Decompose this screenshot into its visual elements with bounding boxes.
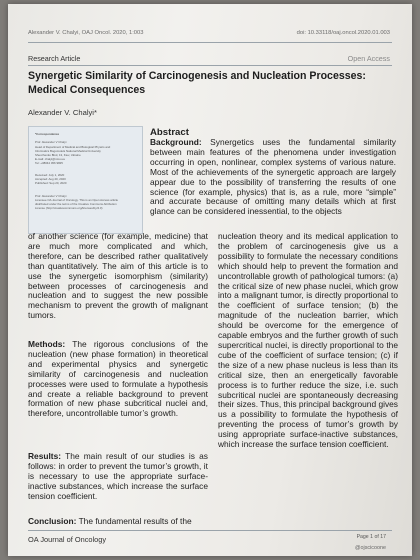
footer-rule [28, 530, 392, 531]
author-name: Alexander V. Chalyi* [28, 108, 97, 117]
methods-paragraph [28, 340, 208, 419]
correspondence-line: Head of Department of Medical and Biological Physics and [35, 145, 111, 149]
correspondence-label: *Correspondence [35, 132, 60, 136]
open-access-label: Open Access [347, 54, 390, 63]
conclusion-paragraph [28, 517, 218, 527]
article-type: Research Article [28, 54, 81, 63]
correspondence-box [28, 126, 143, 234]
correspondence-line: Tel: +38044 456 9825 [35, 161, 63, 165]
correspondence-line: Shevchenko Blvd, 13, Kiev, Ukraine [35, 153, 81, 157]
background-paragraph-top [150, 138, 396, 217]
header-doi[interactable]: doi: 10.33118/oaj.oncol.2020.01.003 [296, 30, 390, 36]
results-paragraph [28, 452, 208, 502]
citation-line[interactable]: License (http://creativecommons.org/licenses/by/4.0) [35, 206, 103, 210]
header-citation: Alexander V. Chalyi, OAJ Oncol. 2020, 1:003 [28, 30, 144, 36]
conclusion-continued-paragraph: nucleation theory and its medical application to the problem of carcinogenesis give us a possibility to formulate the necessary conditions which should help to prevent the formation and uncontrollable growth of pathological tumors: (a) the critical size of new phase nuclei, which grow into a malignant tumor, is directly proportional to the coefficient of surface tension; (b) the magnitude of the nucleation barrier, which should be overcome for the emergence of capable embryos and the further growth of such supercritical nuclei, is directly proportional to the cube of the coefficient of surface tension; (c) if the size of a new phase nucleus is less than its critical size, then an energetically favorable process is to further reduce the size, i.e. such subcritical nuclei are spontaneously decreasing their sizes. Thus, this principal background gives us a possibility to formulate the hypothesis of preventing the process of tumor’s growth by using appropriate surface-inactive substances, which increase the surface tension coefficient. [218, 231, 398, 450]
methods-label: Methods: [28, 339, 66, 349]
social-handle[interactable]: @ojscicoone [355, 545, 386, 551]
citation-line: Prof. Alexander V Chalyi [35, 194, 67, 198]
abstract-heading: Abstract [150, 127, 189, 138]
article-page [8, 4, 412, 556]
footer-journal: OA Journal of Oncology [28, 535, 107, 544]
conclusion-label: Conclusion: [28, 516, 77, 526]
results-label: Results: [28, 451, 62, 461]
header-rule [28, 42, 392, 43]
background-label: Background: [150, 137, 202, 147]
date-line: Accepted: Aug 20, 2020 [35, 177, 66, 181]
date-line: Published: Sep 20, 2020 [35, 181, 67, 185]
conclusion-text: The fundamental results of the [76, 516, 192, 526]
background-text: Synergetics uses the fundamental similarity between main features of the phenomena under investigation occurring in open, nonlinear, complex systems of various nature. Most of the achievements of the synergetic approach are largely appear due to the possibility of transferring the results of one science (for example, physics) that is, as a rule, more “simple” and accurate because of omitting many details which at first glance can be considered inessential, to the objects [150, 137, 396, 217]
correspondence-line[interactable]: E-mail: chalyi@nmu.ua [35, 157, 65, 161]
methods-text: The rigorous conclusions of the nucleation (new phase formation) in theoretical and experimental physics and synergetic similarity of carcinogenesis and nucleation processes were used to formulate a hypothesis and create a reliable background to prevent formation of new phase subcritical nuclei and, therefore, uncontrollable tumor’s growth. [28, 339, 208, 419]
page-number: Page 1 of 17 [356, 534, 386, 540]
type-rule [28, 65, 392, 66]
results-text: The main result of our studies is as follows: in order to prevent the tumor’s growth, it is necessary to use the appropriate surface-inactive substances, which increase the surface tension coefficient. [28, 451, 208, 501]
date-line: Received: July 1, 2020 [35, 173, 65, 177]
correspondence-line: Prof. Alexander V Chalyi [35, 140, 67, 144]
correspondence-line: Informatics Bogomolets National Medical University [35, 149, 101, 153]
citation-line: distributed under the terms of the Creative Commons Attribution [35, 202, 117, 206]
citation-line: Licensee OA Journal of Oncology. This is an Open Access article [35, 198, 118, 202]
background-paragraph-bottom: of another science (for example, medicine) that are much more complicated and which, therefore, can be described rather qualitatively than quantitatively. The aim of this article is to use the synergetic isomorphism (similarity) between processes of carcinogenesis and nucleation and to suggest the new possible mechanism to prevent the growth of malignant tumors. [28, 231, 208, 321]
article-title: Synergetic Similarity of Carcinogenesis and Nucleation Processes: Medical Consequences [28, 70, 366, 96]
